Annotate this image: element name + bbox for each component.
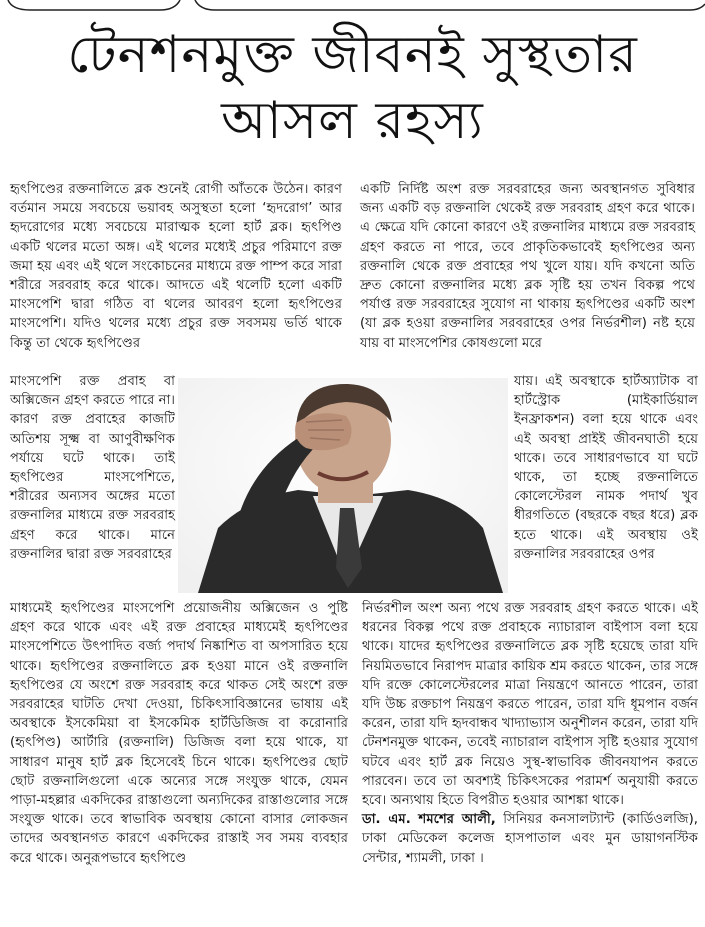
author-byline <box>362 810 698 868</box>
title-line-2: আসল রহস্য <box>221 91 484 151</box>
author-credentials: সিনিয়র কনসালট্যান্ট (কার্ডিওলজি), ঢাকা মেডিকেল কলেজ হাসপাতাল এবং মুন ডায়াগনস্টিক সেন্টার, শ্যামলী, ঢাকা । <box>362 812 699 866</box>
article-photo-stressed-man <box>178 378 508 593</box>
author-name: ডা. এম. শমশের আলী, <box>362 812 496 828</box>
body-text-left-bottom <box>10 599 348 868</box>
paragraph: নির্ভরশীল অংশ অন্য পথে রক্ত সরবরাহ গ্রহণ করতে থাকে। এই ধরনের বিকল্প পথে রক্ত প্রবাহকে ন্যাচারাল বাইপাস বলা হয়ে থাকে। যাদের হৃৎপিণ্ডের রক্তনালিতে ব্লক সৃষ্টি হয়েছে তারা যদি নিয়মিতভাবে নিরাপদ মাত্রার কায়িক শ্রম করতে থাকেন, তার সঙ্গে যদি রক্তে কোলেস্টেরলের মাত্রা নিয়ন্ত্রণে আনতে পারেন, তারা যদি উচ্চ রক্তচাপ নিয়ন্ত্রণ করতে পারেন, তারা যদি ধূমপান বর্জন করেন, তারা যদি হৃদবান্ধব খাদ্যাভ্যাস অনুশীলন করেন, তারা যদি টেনশনমুক্ত থাকেন, তবেই ন্যাচারাল বাইপাস সৃষ্টি হওয়ার সুযোগ ঘটবে এবং হার্ট ব্লক নিয়েও সুস্থ-স্বাভাবিক জীবনযাপন করতে পারবেন। তবে তা অবশ্যই চিকিৎসকের পরামর্শ অনুযায়ী করতে হবে। অন্যথায় হিতে বিপরীত হওয়ার আশঙ্কা থাকে। <box>362 601 698 809</box>
body-text-right-top <box>360 180 695 353</box>
body-text-left-wrap <box>10 372 175 564</box>
page-frame-border <box>0 0 705 14</box>
paragraph: একটি নির্দিষ্ট অংশ রক্ত সরবরাহের জন্য অবস্থানগত সুবিধার জন্য একটি বড় রক্তনালি থেকেই রক্ত সরবরাহ গ্রহণ করে থাকে। এ ক্ষেত্রে যদি কোনো কারণে ওই রক্তনালির মাধ্যমে রক্ত সরবরাহ গ্রহণ করতে না পারে, তবে প্রাকৃতিকভাবেই হৃৎপিণ্ডের অন্য রক্তনালি থেকে রক্ত প্রবাহের পথ খুলে যায়। যদি কখনো অতি দ্রুত কোনো রক্তনালির মধ্যে ব্লক সৃষ্টি হয় তখন বিকল্প পথে পর্যাপ্ত রক্ত সরবরাহের সুযোগ না থাকায় হৃৎপিণ্ডের একটি অংশ (যা ব্লক হওয়া রক্তনালির সরবরাহের ওপর নির্ভরশীল) নষ্ট হয়ে যায় বা মাংসপেশির কোষগুলো মরে <box>360 182 695 351</box>
body-text-left-top <box>10 180 342 353</box>
article-title <box>0 22 705 154</box>
title-line-1: টেনশনমুক্ত জীবনই সুস্থতার <box>67 25 638 85</box>
body-text-right-bottom <box>362 599 698 868</box>
paragraph: মাধ্যমেই হৃৎপিণ্ডের মাংসপেশি প্রয়োজনীয় অক্সিজেন ও পুষ্টি গ্রহণ করে থাকে এবং এই রক্ত প্রবাহের মাধ্যমেই হৃৎপিণ্ডের মাংসপেশিতে উৎপাদিত বর্জ্য পদার্থ নিষ্কাশিত বা অপসারিত হয়ে থাকে। হৃৎপিণ্ডের রক্তনালিতে ব্লক হওয়া মানে ওই রক্তনালি হৃৎপিণ্ডের যে অংশে রক্ত সরবরাহ করে থাকত সেই অংশে রক্ত সরবরাহের ঘাটতি দেখা দেওয়া, চিকিৎসাবিজ্ঞানের ভাষায় এই অবস্থাকে ইসকেমিয়া বা ইসকেমিক হার্টডিজিজ বা করোনারি (হৃৎপিণ্ড) আর্টারি (রক্তনালি) ডিজিজ বলা হয়ে থাকে, যা সাধারণ মানুষ হার্ট ব্লক হিসেবেই চিনে থাকে। হৃৎপিণ্ডের ছোট ছোট রক্তনালিগুলো একে অন্যের সঙ্গে সংযুক্ত থাকে, যেমন পাড়া-মহল্লার একদিকের রাস্তাগুলো অন্যদিকের রাস্তাগুলোর সঙ্গে সংযুক্ত থাকে। তবে স্বাভাবিক অবস্থায় কোনো বাসার লোকজন তাদের অবস্থানগত কারণে একদিকের রাস্তাই সব সময় ব্যবহার করে থাকে। অনুরূপভাবে হৃৎপিণ্ডে <box>10 601 348 866</box>
body-text-right-wrap <box>514 372 698 564</box>
paragraph: মাংসপেশি রক্ত প্রবাহ বা অক্সিজেন গ্রহণ করতে পারে না। কারণ রক্ত প্রবাহের কাজটি অতিশয় সূক্ষ্ম বা আণুবীক্ষণিক পর্যায়ে ঘটে থাকে। তাই হৃৎপিণ্ডের মাংসপেশিতে, শরীরের অন্যসব অঙ্গের মতো রক্তনালির মাধ্যমে রক্ত সরবরাহ গ্রহণ করে থাকে। মানে রক্তনালির দ্বারা রক্ত সরবরাহের <box>10 374 175 562</box>
paragraph: হৃৎপিণ্ডের রক্তনালিতে ব্লক শুনেই রোগী আঁতকে উঠেন। কারণ বর্তমান সময়ে সবচেয়ে ভয়াবহ অসুস্থতা হলো ‘হৃদরোগ’ আর হৃদরোগের মধ্যে সবচেয়ে মারাত্মক হলো হার্ট ব্লক। হৃৎপিণ্ড একটি থলের মতো অঙ্গ। এই থলের মধ্যেই প্রচুর পরিমাণে রক্ত জমা হয় এবং এই থলে সংকোচনের মাধ্যমে রক্ত পাম্প করে সারা শরীরে সরবরাহ করে থাকে। আদতে এই থলেটি হলো একটি মাংসপেশি দ্বারা গঠিত বা থলের আবরণ হলো হৃৎপিণ্ডের মাংসপেশি। যদিও থলের মধ্যে প্রচুর রক্ত সবসময় ভর্তি থাকে কিন্তু তা থেকে হৃৎপিণ্ডের <box>10 182 342 351</box>
paragraph: যায়। এই অবস্থাকে হার্টঅ্যাটাক বা হার্টস্ট্রোক (মাইকার্ডিয়াল ইনফ্রাকশন) বলা হয়ে থাকে এবং এই অবস্থা প্রাইই জীবনঘাতী হয়ে থাকে। তবে সাধারণভাবে যা ঘটে থাকে, তা হচ্ছে রক্তনালিতে কোলেস্টেরল নামক পদার্থ খুব ধীরগতিতে (বছরকে বছর ধরে) ব্লক হতে থাকে। এই অবস্থায় ওই রক্তনালির সরবরাহের ওপর <box>514 374 698 562</box>
